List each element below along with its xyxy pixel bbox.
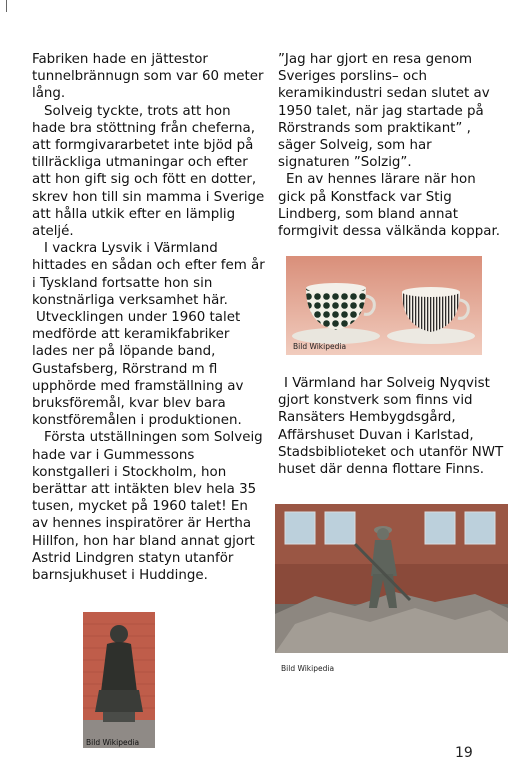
- paragraph: I vackra Lysvik i Värmland hittades en sådan och efter fem år i Tyskland fortsatte hon sin konstnärliga verksamhet här.: [32, 241, 265, 308]
- paragraph: En av hennes lärare när hon gick på Konstfack var Stig Lindberg, som bland annat formgivit dessa välkända koppar.: [278, 172, 500, 240]
- paragraph: Första utställningen som Solveig hade var i Gummessons konstgalleri i Stockholm, hon berättar att intäkten blev hela 35 tusen, mycket på 1960 talet! En av hennes inspiratörer är Hertha Hillfon, hon har bland annat gjort Astrid Lindgren statyn utanför barnsjukhuset i Huddinge.: [32, 430, 263, 584]
- cups-photo: [286, 256, 482, 355]
- left-text-column: [32, 51, 268, 584]
- cups-photo-caption: Bild Wikipedia: [293, 342, 347, 351]
- floater-photo-caption: Bild Wikipedia: [281, 664, 335, 673]
- page-number: 19: [455, 745, 473, 761]
- floater-statue-photo: [275, 504, 508, 653]
- paragraph: Solveig tyckte, trots att hon hade bra stöttning från cheferna, att formgivararbetet inte bjöd på tillräckliga utmaningar och efter att hon gift sig och fött en dotter, skrev hon till sin mamma i Sverige att hålla utkik efter en lämplig ateljé.: [32, 103, 265, 240]
- paragraph: ”Jag har gjort en resa genom Sveriges porslins– och keramikindustri sedan slutet av 1950 talet, när jag startade på Rörstrands som praktikant” , säger Solveig, som har signaturen ”Solzig”.: [278, 52, 490, 171]
- statue-photo-caption: Bild Wikipedia: [86, 738, 140, 747]
- crop-mark: [6, 0, 7, 12]
- paragraph: I Värmland har Solveig Nyqvist gjort konstverk som finns vid Ransäters Hembygdsgård, Affärshuset Duvan i Karlstad, Stadsbiblioteket och utanför NWT huset där denna flottare Finns.: [278, 376, 504, 478]
- paragraph: Fabriken hade en jättestor tunnelbrännugn som var 60 meter lång.: [32, 52, 264, 102]
- right-text-column-bottom: [278, 375, 506, 478]
- right-text-column-top: [278, 51, 506, 240]
- paragraph: Utvecklingen under 1960 talet medförde att keramikfabriker lades ner på löpande band, Gustafsberg, Rörstrand m fl upphörde med framställning av bruksföremål, kvar blev bara konstföremålen i produktionen.: [32, 310, 244, 429]
- lindgren-statue-photo: [83, 612, 155, 748]
